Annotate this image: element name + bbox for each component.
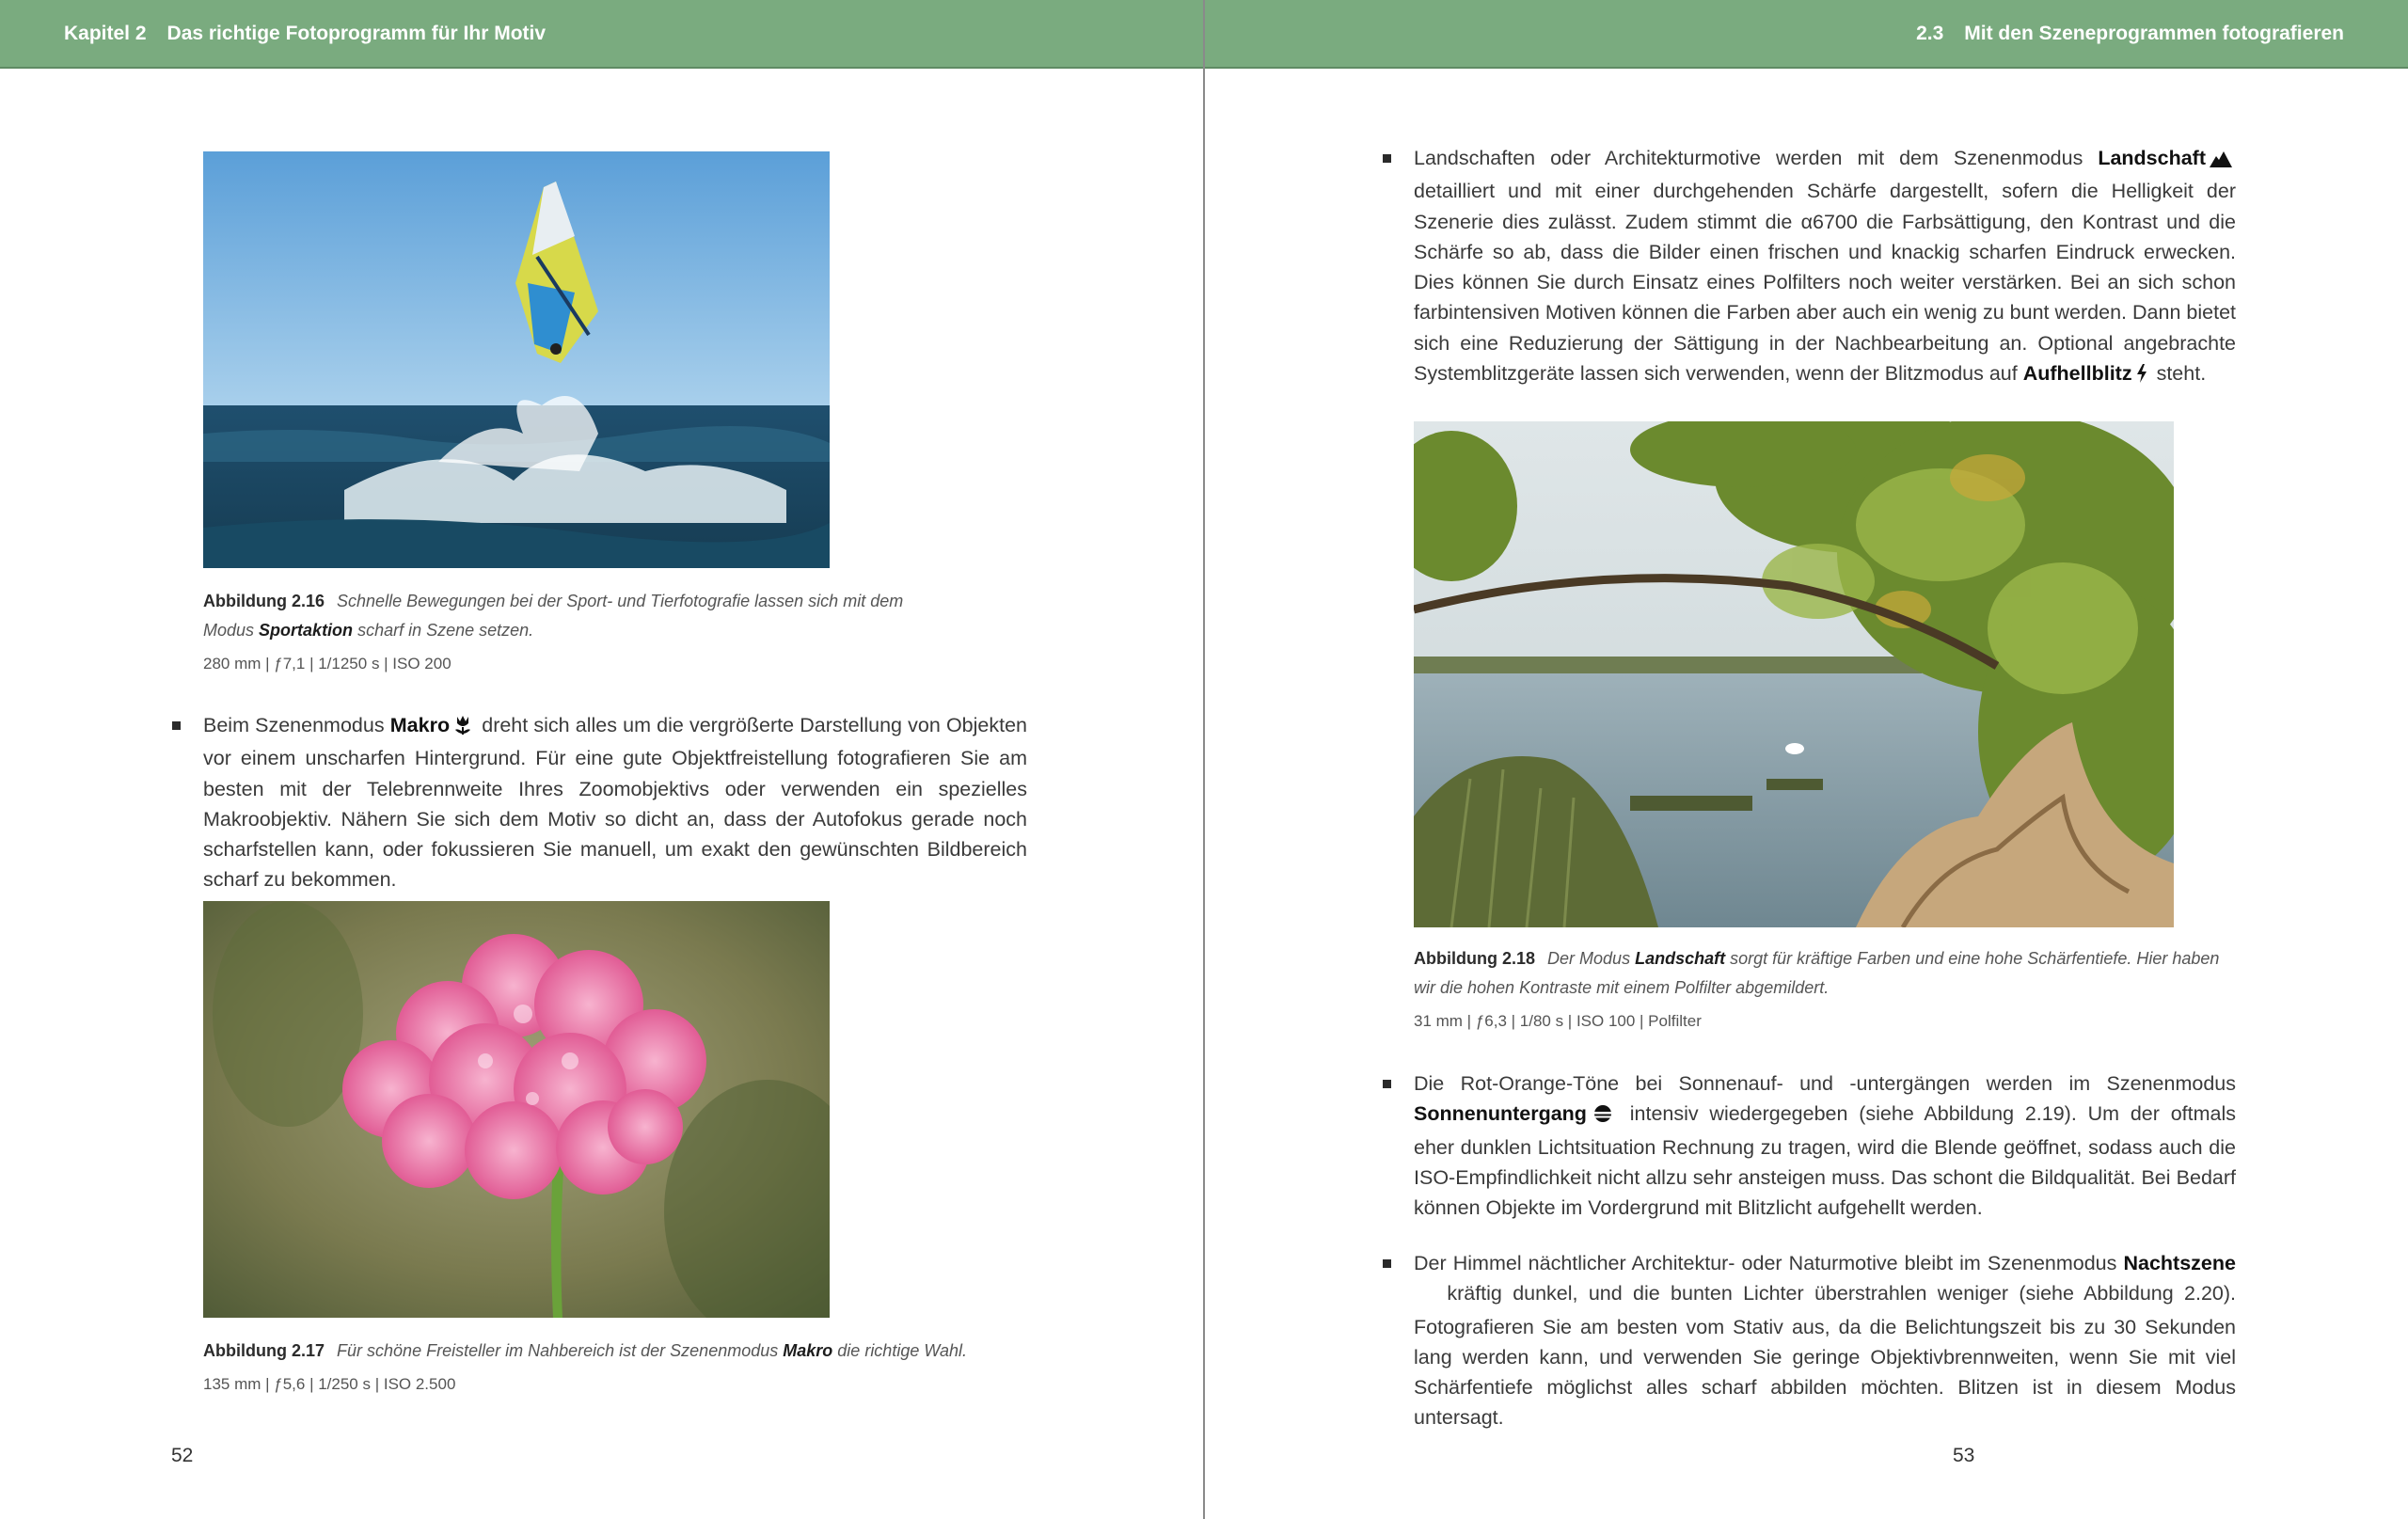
bullet-makro xyxy=(203,710,1027,895)
figure-218-caption xyxy=(1414,944,2236,1003)
mode-landschaft: Landschaft xyxy=(2098,147,2206,169)
bullet-sonnenuntergang-intro: Die Rot-Orange-Töne bei Sonnenauf- und -untergängen werden im Szenenmodus xyxy=(1414,1072,2236,1095)
left-page-header xyxy=(0,0,1204,69)
figure-216-mode: Sportaktion xyxy=(259,621,354,640)
flash-icon xyxy=(2136,361,2147,391)
bullet-landschaft-end: steht. xyxy=(2156,362,2207,386)
bullet-landschaft-text: detailliert und mit einer durchgehenden Schärfe dargestellt, sofern die Helligkeit der Szenerie dies zulässt. Zudem stimmt die α6700 die Farbsättigung, den Kontrast und die Schärfe so ab, dass die Bilder einen frischen und knackig scharfen Eindruck erwecken. Dies können Sie durch Einsatz eines Polfilters noch weiter verstärken. Bei an sich schon farbintensiven Motiven können die Farben aber auch ein wenig zu bunt werden. Dann bietet sich eine Reduzierung der Sättigung in der Nachbearbeitung an. Optional angebrachte Systemblitzgeräte lassen sich verwenden, wenn der Blitzmodus auf xyxy=(1414,180,2236,386)
figure-217-text-end: die richtige Wahl. xyxy=(837,1341,968,1360)
section-title: Mit den Szeneprogrammen fotografieren xyxy=(1964,22,2344,44)
mode-sonnenuntergang: Sonnenuntergang xyxy=(1414,1102,1587,1126)
bullet-sonnenuntergang xyxy=(1414,1068,2236,1223)
bullet-nachtszene-text: kräftig dunkel, und die bunten Lichter überstrahlen weniger (siehe Abbildung 2.20). Fotografieren Sie am besten vom Stativ aus, da die Belichtungszeit bis zu 30 Sekunden lang werden kann, und verwenden Sie geringe Objektivbrennweiten, wenn Sie mit viel Schärfentiefe möglichst alles scharf abbilden möchten. Blitzen ist in diesem Modus untersagt. xyxy=(1414,1282,2237,1430)
mode-nachtszene: Nachtszene xyxy=(2123,1252,2236,1274)
figure-216-meta: 280 mm | ƒ7,1 | 1/1250 s | ISO 200 xyxy=(203,655,452,672)
right-page xyxy=(1205,0,2408,1519)
bullet-makro-text: dreht sich alles um die vergrößerte Darstellung von Objekten vor einem unscharfen Hintergrund. Für eine gute Objektfreistellung fotografieren Sie am besten mit der Telebrennweite Ihres Zoomobjektivs oder verwenden ein spezielles Makroobjektiv. Nähern Sie sich dem Motiv so dicht an, dass der Autofokus gerade noch scharfstellen kann, oder fokussieren Sie manuell, um exakt den gewünschten Bildbereich scharf zu bekommen. xyxy=(203,714,1027,892)
mode-makro: Makro xyxy=(389,714,451,736)
bullet-landschaft xyxy=(1414,143,2236,391)
mountain-icon xyxy=(2210,146,2232,176)
bullet-nachtszene xyxy=(1414,1248,2236,1433)
bullet-landschaft-intro: Landschaften oder Architekturmotive werden mit dem Szenenmodus xyxy=(1414,147,2083,169)
figure-216-caption xyxy=(203,587,918,645)
figure-218-label: Abbildung 2.18 xyxy=(1414,949,1536,968)
flower-photo xyxy=(203,901,830,1318)
figure-218-meta: 31 mm | ƒ6,3 | 1/80 s | ISO 100 | Polfilter xyxy=(1414,1012,1702,1030)
windsurf-photo xyxy=(203,151,830,568)
chapter-number: Kapitel 2 xyxy=(64,22,147,44)
bullet-sonnenuntergang-text: intensiv wiedergegeben (siehe Abbildung 2.19). Um der oftmals eher dunklen Lichtsituation Rechnung zu tragen, wird die Blende geöffnet, sodass auch die ISO-Empfindlichkeit nicht allzu sehr ansteigen muss. Das schont die Bildqualität. Bei Bedarf können Objekte im Vordergrund mit Blitzlicht aufgehellt werden. xyxy=(1414,1102,2236,1220)
bullet-marker xyxy=(1383,154,1391,163)
tulip-icon xyxy=(453,713,472,743)
figure-218-text-end: sorgt für kräftige Farben und eine hohe Schärfentiefe. Hier haben wir die hohen Kontraste mit einem Polfilter abgemildert. xyxy=(1414,949,2220,997)
lake-tree-photo xyxy=(1414,421,2174,927)
bullet-marker xyxy=(1383,1080,1391,1088)
figure-217-label: Abbildung 2.17 xyxy=(203,1341,325,1360)
bullet-nachtszene-intro: Der Himmel nächtlicher Architektur- oder Naturmotive bleibt im Szenenmodus xyxy=(1414,1252,2117,1274)
figure-216-text-end: scharf in Szene setzen. xyxy=(357,621,534,640)
sunset-icon xyxy=(1591,1101,1615,1131)
flash-mode-aufhellblitz: Aufhellblitz xyxy=(2022,362,2132,386)
figure-218-mode: Landschaft xyxy=(1635,949,1726,968)
figure-217-meta: 135 mm | ƒ5,6 | 1/250 s | ISO 2.500 xyxy=(203,1375,456,1393)
figure-216-label: Abbildung 2.16 xyxy=(203,592,325,610)
section-number: 2.3 xyxy=(1916,22,1944,44)
chapter-title: Das richtige Fotoprogramm für Ihr Motiv xyxy=(166,22,547,44)
figure-218-text: Der Modus xyxy=(1547,949,1631,968)
bullet-marker xyxy=(172,721,181,730)
figure-217-text: Für schöne Freisteller im Nahbereich ist der Szenenmodus xyxy=(337,1341,779,1360)
figure-217-caption xyxy=(203,1337,1050,1366)
page-number-right: 53 xyxy=(1953,1445,1975,1466)
bullet-makro-intro: Beim Szenenmodus xyxy=(203,714,385,736)
page-number-left: 52 xyxy=(171,1445,194,1466)
moon-icon xyxy=(1418,1281,1433,1311)
right-page-header xyxy=(1205,0,2408,69)
figure-216-text: Schnelle Bewegungen bei der Sport- und Tierfotografie lassen sich mit dem Modus xyxy=(203,592,904,640)
bullet-marker xyxy=(1383,1259,1391,1268)
figure-217-mode: Makro xyxy=(783,1341,833,1360)
